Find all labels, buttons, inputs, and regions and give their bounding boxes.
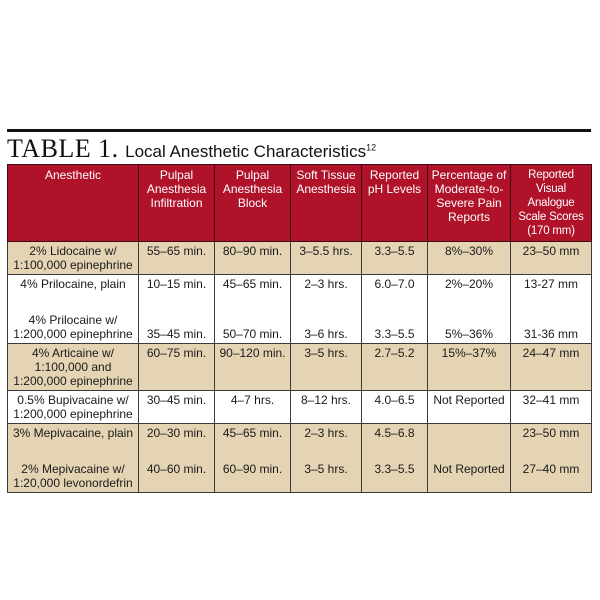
cell-ph: 3.3–5.5 xyxy=(362,311,428,344)
cell-vas: 23–50 mm xyxy=(511,242,592,275)
cell-anesthetic: 2% Mepivacaine w/ 1:20,000 levonordefrin xyxy=(8,460,139,493)
anesthetic-characteristics-table xyxy=(7,164,592,493)
table-caption: Local Anesthetic Characteristics xyxy=(125,142,367,161)
cell-soft-tissue: 3–5 hrs. xyxy=(291,344,362,391)
row-spacer xyxy=(8,293,592,311)
header-pulpal-infiltration: Pulpal Anesthesia Infiltration xyxy=(139,165,215,242)
cell-anesthetic: 4% Prilocaine w/ 1:200,000 epinephrine xyxy=(8,311,139,344)
cell-block: 45–65 min. xyxy=(215,275,291,294)
reference-superscript: 12 xyxy=(366,142,377,153)
cell-block: 45–65 min. xyxy=(215,424,291,443)
cell-anesthetic: 3% Mepivacaine, plain xyxy=(8,424,139,443)
cell-vas: 23–50 mm xyxy=(511,424,592,443)
cell-pain-reports: 5%–36% xyxy=(428,311,511,344)
cell-vas: 24–47 mm xyxy=(511,344,592,391)
cell-pain-reports xyxy=(428,424,511,443)
cell-block: 4–7 hrs. xyxy=(215,391,291,424)
table-row xyxy=(8,424,592,443)
cell-infiltration: 40–60 min. xyxy=(139,460,215,493)
cell-ph: 4.5–6.8 xyxy=(362,424,428,443)
table-row xyxy=(8,311,592,344)
cell-pain-reports: 8%–30% xyxy=(428,242,511,275)
cell-anesthetic: 4% Articaine w/ 1:100,000 and 1:200,000 epinephrine xyxy=(8,344,139,391)
header-pain-reports: Percentage of Moderate-to-Severe Pain Reports xyxy=(428,165,511,242)
table-row xyxy=(8,391,592,424)
cell-vas: 27–40 mm xyxy=(511,460,592,493)
header-row xyxy=(8,165,592,242)
header-pulpal-block: Pulpal Anesthesia Block xyxy=(215,165,291,242)
cell-block: 60–90 min. xyxy=(215,460,291,493)
table-number: TABLE 1. xyxy=(7,134,119,163)
cell-pain-reports: 15%–37% xyxy=(428,344,511,391)
header-ph-levels: Reported pH Levels xyxy=(362,165,428,242)
cell-anesthetic: 4% Prilocaine, plain xyxy=(8,275,139,294)
cell-vas: 32–41 mm xyxy=(511,391,592,424)
cell-anesthetic: 2% Lidocaine w/ 1:100,000 epinephrine xyxy=(8,242,139,275)
cell-vas: 31-36 mm xyxy=(511,311,592,344)
cell-vas: 13-27 mm xyxy=(511,275,592,294)
cell-infiltration: 60–75 min. xyxy=(139,344,215,391)
cell-ph: 6.0–7.0 xyxy=(362,275,428,294)
header-vas-scores: Reported Visual Analogue Scale Scores (170 mm) xyxy=(511,165,592,242)
cell-pain-reports: Not Reported xyxy=(428,460,511,493)
cell-block: 80–90 min. xyxy=(215,242,291,275)
cell-ph: 2.7–5.2 xyxy=(362,344,428,391)
cell-soft-tissue: 3–6 hrs. xyxy=(291,311,362,344)
cell-infiltration: 35–45 min. xyxy=(139,311,215,344)
table-row xyxy=(8,460,592,493)
cell-soft-tissue: 3–5.5 hrs. xyxy=(291,242,362,275)
cell-infiltration: 20–30 min. xyxy=(139,424,215,443)
title-rule xyxy=(7,129,591,132)
cell-soft-tissue: 2–3 hrs. xyxy=(291,424,362,443)
table-title xyxy=(7,134,591,164)
header-soft-tissue: Soft Tissue Anesthesia xyxy=(291,165,362,242)
cell-ph: 3.3–5.5 xyxy=(362,242,428,275)
cell-ph: 3.3–5.5 xyxy=(362,460,428,493)
cell-pain-reports: Not Reported xyxy=(428,391,511,424)
table-row xyxy=(8,344,592,391)
cell-soft-tissue: 3–5 hrs. xyxy=(291,460,362,493)
cell-anesthetic: 0.5% Bupivacaine w/ 1:200,000 epinephrine xyxy=(8,391,139,424)
cell-infiltration: 30–45 min. xyxy=(139,391,215,424)
cell-infiltration: 10–15 min. xyxy=(139,275,215,294)
cell-infiltration: 55–65 min. xyxy=(139,242,215,275)
cell-ph: 4.0–6.5 xyxy=(362,391,428,424)
header-anesthetic: Anesthetic xyxy=(8,165,139,242)
row-spacer xyxy=(8,442,592,460)
cell-block: 50–70 min. xyxy=(215,311,291,344)
cell-soft-tissue: 2–3 hrs. xyxy=(291,275,362,294)
cell-block: 90–120 min. xyxy=(215,344,291,391)
cell-soft-tissue: 8–12 hrs. xyxy=(291,391,362,424)
table-row xyxy=(8,242,592,275)
table-row xyxy=(8,275,592,294)
cell-pain-reports: 2%–20% xyxy=(428,275,511,294)
